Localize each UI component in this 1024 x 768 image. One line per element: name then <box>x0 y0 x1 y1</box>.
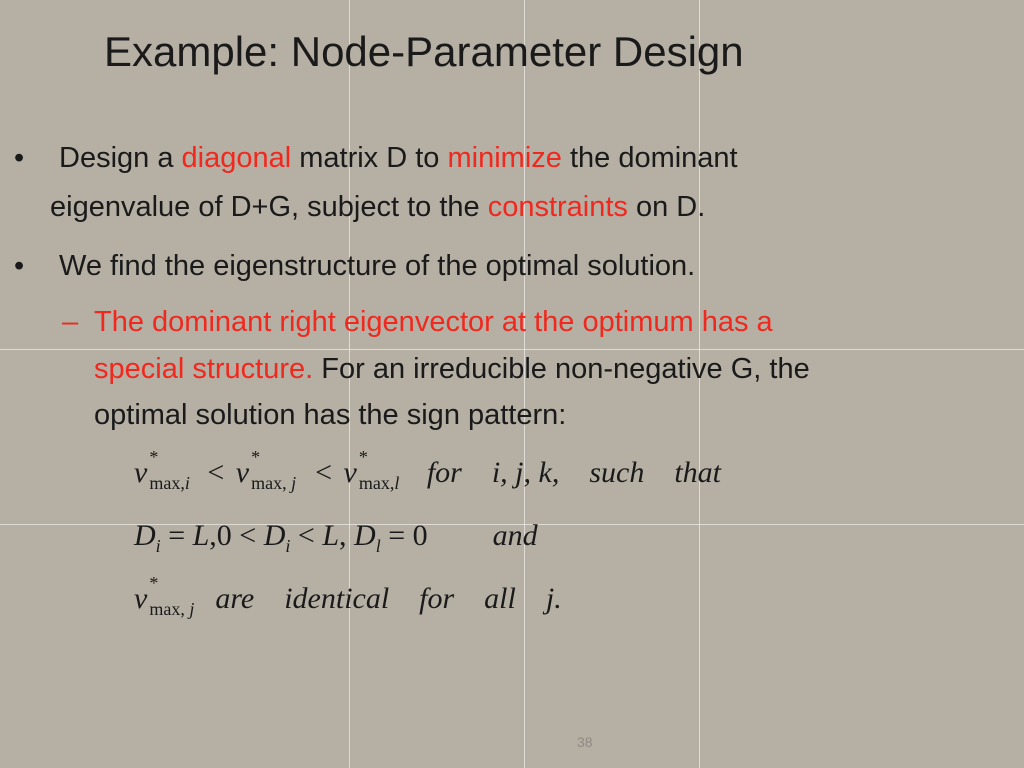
sub-bullet-dash: – <box>62 306 79 338</box>
math-constraint-line: $D_i = L,0 < D_i < L$, $D_l = 0$ and <box>134 519 538 556</box>
math-identical-line: v * max, j are identical for all j. <box>134 573 562 619</box>
math-inequality-line: v * max,i < v * max, j < v * max,l for i, j, k, such that <box>134 447 721 493</box>
bullet-1-line-2: eigenvalue of D+G, subject to the constraints on D. <box>50 191 706 223</box>
slide-title: Example: Node-Parameter Design <box>104 28 744 75</box>
bullet-2-text: We find the eigenstructure of the optimal solution. <box>59 250 696 282</box>
sub-bullet-line-2: special structure. For an irreducible non-negative G, the <box>94 353 810 385</box>
sub-bullet-line-3: optimal solution has the sign pattern: <box>94 399 567 431</box>
v-max-j: v * max, j <box>134 573 195 619</box>
v-max-j: v * max, j <box>235 447 297 493</box>
v-max-i: v * max,i <box>134 447 190 493</box>
bullet-dot: • <box>14 142 25 174</box>
page-number: 38 <box>577 734 593 750</box>
sub-bullet-line-1: The dominant right eigenvector at the optimum has a <box>94 306 773 338</box>
emphasis-diagonal: diagonal <box>181 142 292 174</box>
v-max-l: v * max,l <box>343 447 400 493</box>
bullet-1-line-1: Design a diagonal matrix D to minimize the dominant <box>59 142 738 174</box>
emphasis-constraints: constraints <box>487 191 628 223</box>
emphasis-minimize: minimize <box>447 142 562 174</box>
bullet-dot: • <box>14 250 25 282</box>
